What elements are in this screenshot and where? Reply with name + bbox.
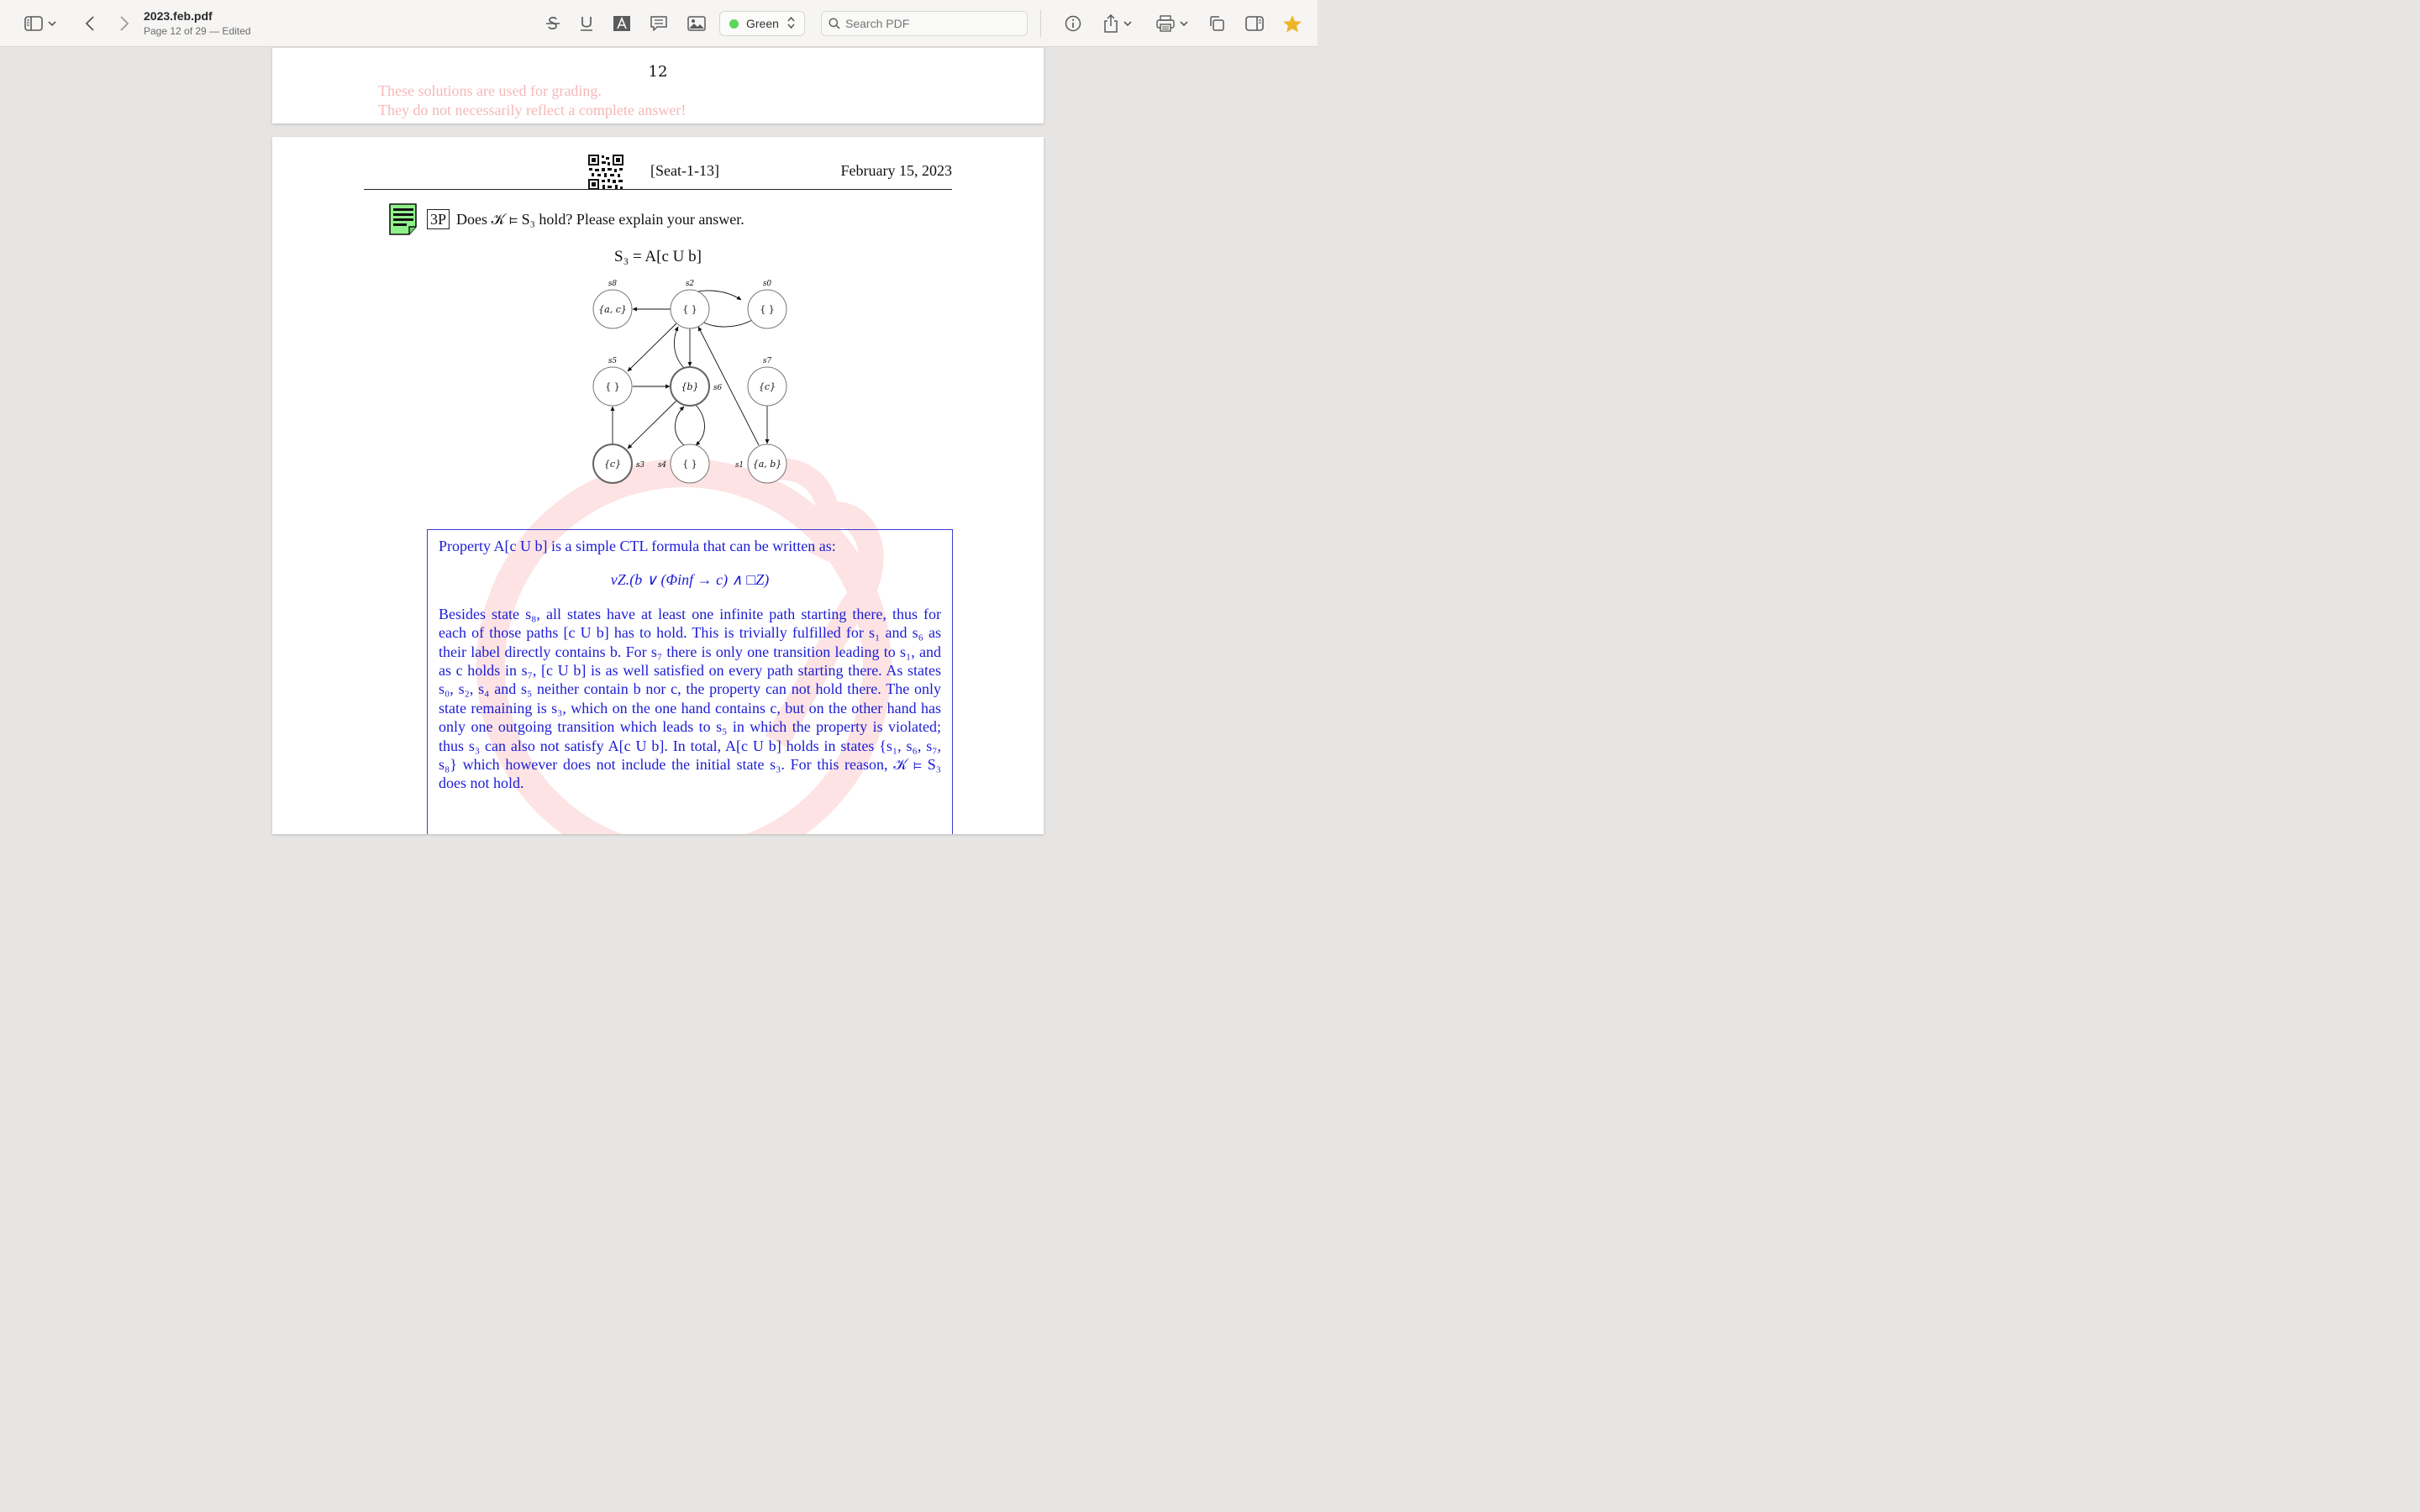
back-icon [85,16,95,31]
grading-watermark-line: These solutions are used for grading. [378,82,602,99]
svg-text:s4: s4 [657,461,667,470]
qr-code [587,154,624,191]
svg-text:{a, c}: {a, c} [598,304,627,315]
edge-s6-s4 [696,405,705,445]
highlight-color-label: Green [746,17,779,30]
toolbar-divider [1040,10,1041,37]
edge-s6-s2 [674,327,684,368]
share-icon [1103,14,1118,33]
strikethrough-icon [545,15,560,32]
svg-text:{b}: {b} [681,381,699,392]
state-s4 [658,444,709,483]
chevron-down-icon [1180,21,1188,27]
state-s6 [671,367,722,406]
page-number: 12 [648,63,668,81]
text-box-button[interactable] [612,13,632,34]
svg-text:s8: s8 [608,280,618,288]
forward-icon [119,16,129,31]
edge-s2-s5 [628,323,676,371]
insert-image-button[interactable] [686,13,708,34]
sidebar-icon [24,16,43,31]
svg-text:s0: s0 [762,280,772,288]
state-s7 [748,357,786,406]
seat-label: [Seat-1-13] [650,162,719,179]
solution-explanation: Besides state s₈, all states have at least one infinite path starting there, thus for each of those paths [c U b] has to hold. This is trivially fulfilled for s₁ and s₆ as their label directly contains b. For s₇ there is only one transition leading to s₁, and as c holds in s₇, [c U b] is as well satisfied on every path starting there. As states s₀, s₂, s₄ and s₅ neither contain b nor c, the property can not hold there. The only state remaining is s₃, which on the one hand contains c, but on the other hand has only one outgoing transition which leads to s₅ in which the property is violated; thus s₃ can also not satisfy A[c U b]. In total, A[c U b] holds in states {s₁, s₆, s₇, s₈} which however does not include the initial state s₃. For this reason, 𝒦 ⊨ S₃ does not hold. [439,605,941,792]
back-button[interactable] [82,13,98,34]
duplicate-button[interactable] [1207,13,1227,34]
updown-chevron-icon [787,16,795,32]
search-field[interactable] [821,11,1028,36]
state-s1 [735,444,786,483]
inspector-icon [1245,16,1264,31]
svg-text:{c}: {c} [758,381,776,392]
exam-date: February 15, 2023 [840,162,952,179]
text-box-icon [613,15,631,32]
sidebar-toggle-button[interactable] [20,13,60,34]
svg-text:s2: s2 [685,280,695,288]
current-page [272,137,1044,834]
kripke-diagram [583,271,802,490]
print-icon [1156,15,1175,32]
duplicate-icon [1208,15,1225,32]
svg-text:{ }: { } [605,381,620,392]
edge-s6-s3 [628,401,676,449]
state-s2 [671,280,709,328]
svg-text:{c}: {c} [603,459,622,470]
inspector-toggle-button[interactable] [1244,13,1265,34]
share-button[interactable] [1101,12,1134,35]
solution-equation: νZ.(b ∨ (Φinf → c) ∧ □Z) [610,571,770,589]
svg-text:{ }: { } [682,459,697,470]
color-swatch [729,19,739,29]
state-s3-initial [593,444,644,483]
comment-button[interactable] [649,13,669,34]
edge-s0-s2 [699,319,754,327]
svg-text:s1: s1 [734,461,744,470]
svg-text:{ }: { } [760,304,775,315]
favorite-button[interactable] [1281,13,1303,34]
edge-s4-s6 [676,407,685,445]
toolbar [0,0,1318,47]
svg-text:{ }: { } [682,304,697,315]
svg-text:s7: s7 [762,357,772,365]
forward-button[interactable] [116,13,133,34]
highlight-color-select[interactable] [719,11,805,36]
info-button[interactable] [1064,13,1082,34]
strikethrough-button[interactable] [543,13,563,34]
svg-text:{a, b}: {a, b} [752,459,782,470]
svg-text:s6: s6 [713,384,723,392]
page-status: Page 12 of 29 — Edited [144,25,251,37]
print-button[interactable] [1155,13,1190,34]
info-icon [1065,15,1081,32]
solution-box [427,529,953,834]
state-s5 [593,357,632,406]
state-s8 [593,280,632,328]
question [427,209,744,229]
svg-text:s3: s3 [635,461,645,470]
header-rule [364,189,952,190]
image-icon [687,16,706,31]
document-title: 2023.feb.pdf [144,9,213,23]
star-icon [1282,14,1302,33]
grading-watermark-line: They do not necessarily reflect a complete answer! [378,102,687,118]
chevron-down-icon [1123,21,1132,27]
chevron-down-icon [48,21,56,27]
previous-page [272,48,1044,123]
question-text: Does 𝒦 ⊨ S₃ hold? Please explain your answer. [456,210,744,228]
points-box: 3P [427,209,450,229]
search-input[interactable] [845,17,1005,30]
state-s0 [748,280,786,328]
solution-intro: Property A[c U b] is a simple CTL formula that can be written as: [439,538,836,554]
underline-button[interactable] [576,13,597,34]
note-annotation-icon[interactable] [389,203,418,235]
underline-icon [580,15,593,32]
search-icon [829,18,840,29]
comment-icon [650,15,668,32]
spec-formula: S₃ = A[c U b] [614,248,702,265]
svg-text:s5: s5 [608,357,618,365]
